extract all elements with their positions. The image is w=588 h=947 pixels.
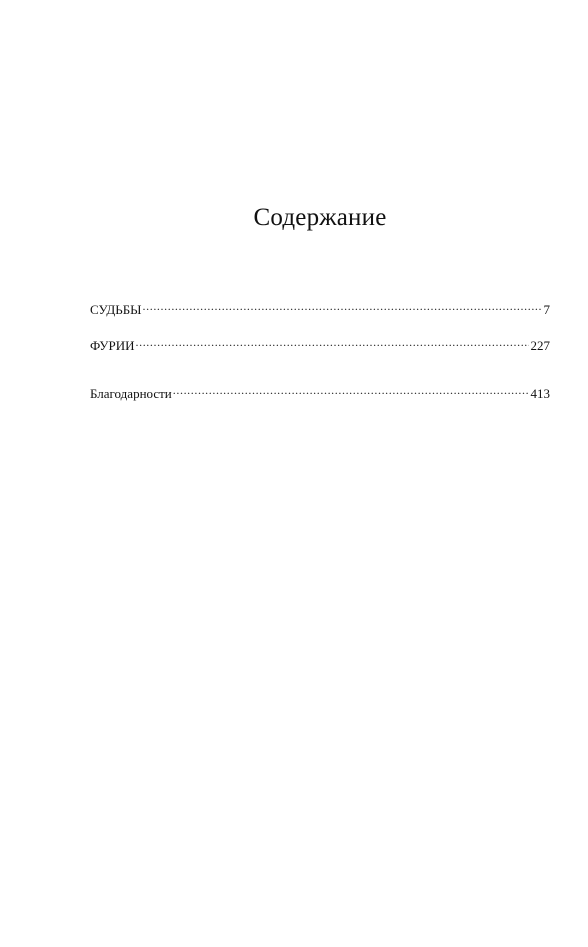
- toc-entry-title: Благодарности: [90, 386, 172, 401]
- toc-entry-page: 227: [530, 338, 550, 353]
- toc-entry[interactable]: [90, 334, 550, 354]
- page-title: Содержание: [253, 204, 387, 231]
- dot-leader: [136, 334, 529, 350]
- table-of-contents: [90, 298, 550, 402]
- dot-leader: [143, 298, 542, 314]
- toc-entry-title: СУДЬБЫ: [90, 302, 142, 317]
- toc-entry-page: 413: [530, 386, 550, 401]
- dot-leader: [173, 382, 529, 398]
- toc-entry-page: 7: [543, 302, 550, 317]
- toc-entry-title: ФУРИИ: [90, 338, 135, 353]
- toc-entry[interactable]: [90, 298, 550, 318]
- toc-entry[interactable]: [90, 382, 550, 402]
